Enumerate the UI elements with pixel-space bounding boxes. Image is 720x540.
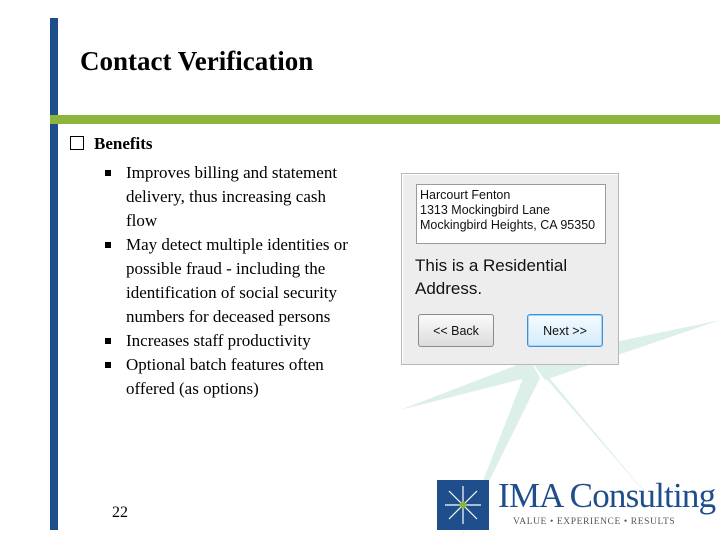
- next-button[interactable]: Next >>: [527, 314, 603, 347]
- logo-tagline: VALUE • EXPERIENCE • RESULTS: [513, 517, 676, 527]
- title-underline-bar: [50, 115, 720, 124]
- address-line: Harcourt Fenton: [420, 188, 511, 202]
- company-logo: [437, 476, 716, 532]
- logo-star-icon: [437, 480, 489, 530]
- benefits-heading-label: Benefits: [94, 134, 153, 153]
- benefits-list: [103, 161, 358, 401]
- logo-name: IMA Consulting: [498, 476, 716, 515]
- list-item: May detect multiple identities or possible fraud - including the identification of social security numbers for deceased persons: [103, 233, 358, 329]
- benefits-heading: [70, 134, 153, 154]
- list-item: Optional batch features often offered (as options): [103, 353, 358, 401]
- left-accent-bar: [50, 18, 58, 530]
- back-button[interactable]: << Back: [418, 314, 494, 347]
- address-line: Mockingbird Heights, CA 95350: [420, 218, 596, 232]
- address-verification-dialog: [401, 173, 619, 365]
- slide-number: 22: [112, 504, 128, 521]
- address-display: [416, 184, 606, 244]
- checkbox-bullet-icon: [70, 136, 84, 150]
- verification-message: This is a Residential Address.: [415, 256, 568, 298]
- list-item: Improves billing and statement delivery, thus increasing cash flow: [103, 161, 358, 233]
- list-item: Increases staff productivity: [103, 329, 358, 353]
- slide-title: Contact Verification: [80, 46, 314, 76]
- address-line: 1313 Mockingbird Lane: [420, 203, 550, 217]
